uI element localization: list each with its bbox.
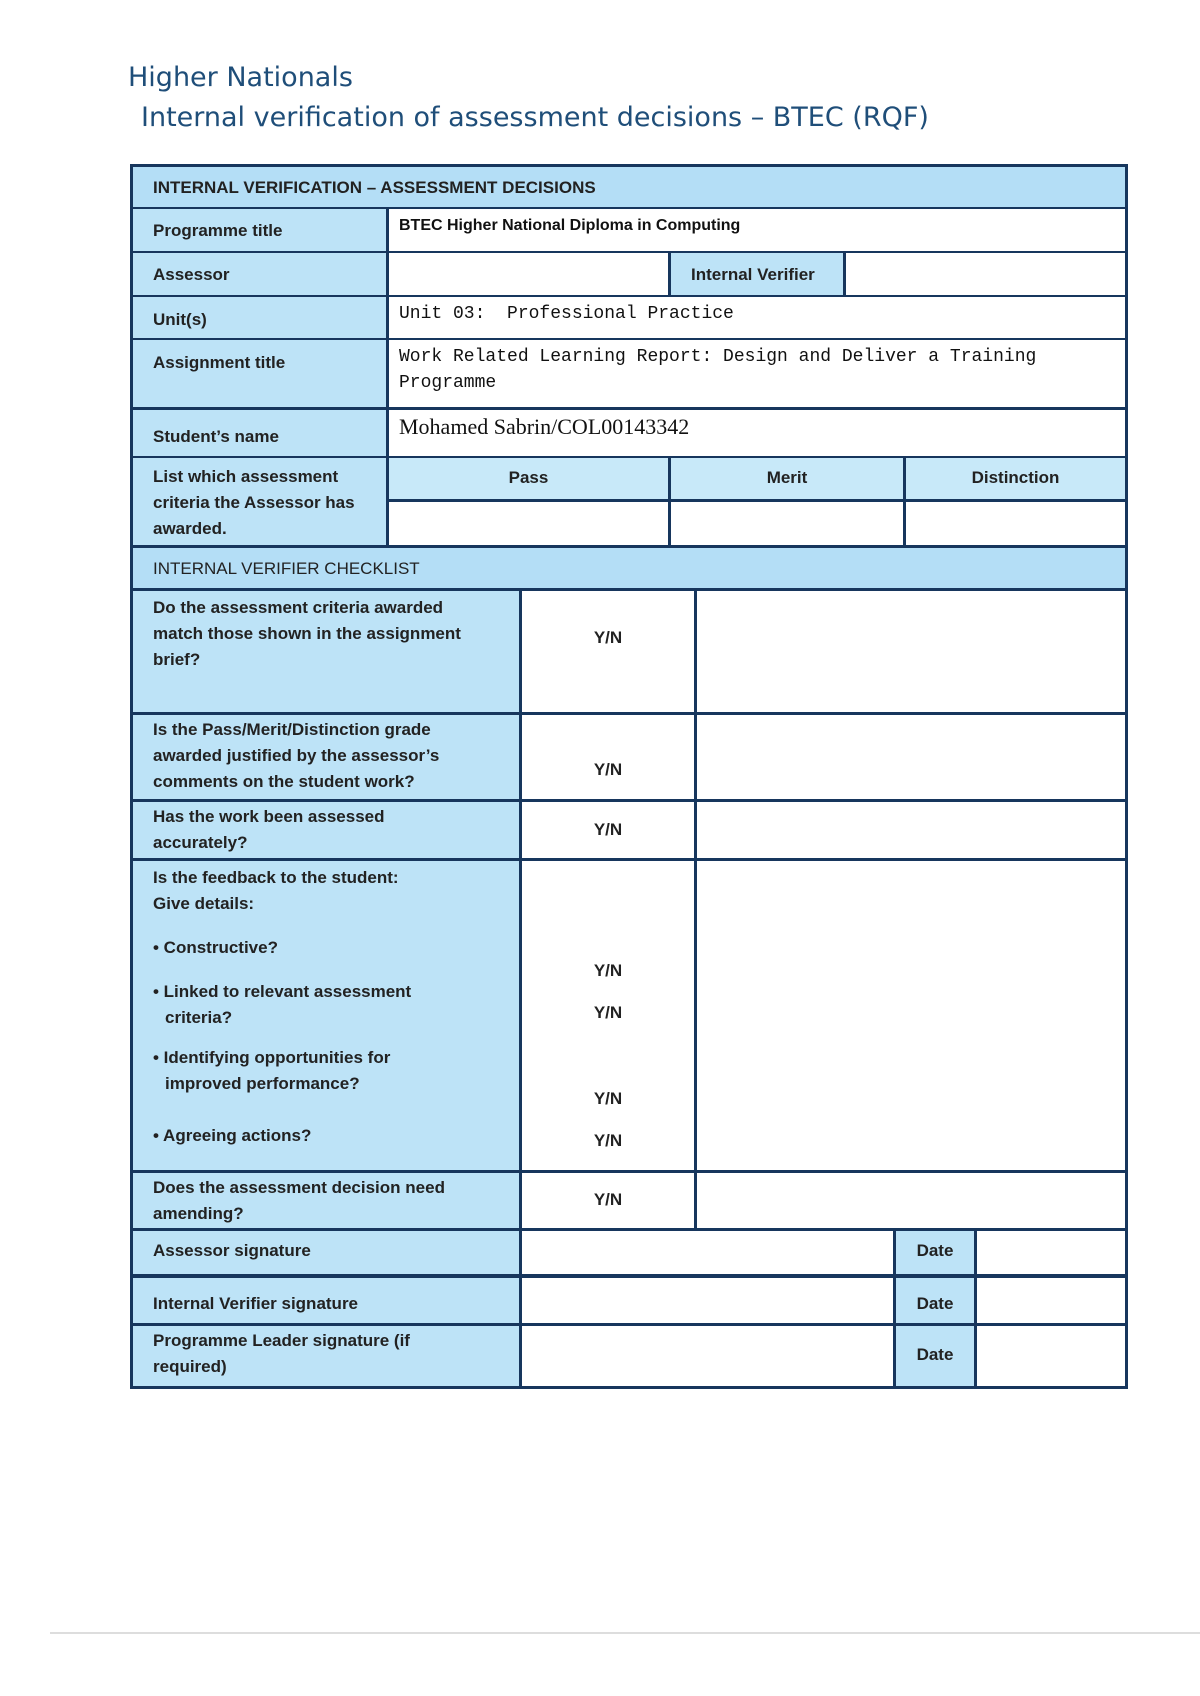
q4-intro: Is the feedback to the student: (153, 868, 399, 887)
q3-comments-field[interactable] (697, 802, 1125, 858)
grid-line (133, 251, 1125, 253)
internal-verifier-signature-label: Internal Verifier signature (133, 1278, 519, 1323)
page-title: Internal verification of assessment decisions – BTEC (RQF) (141, 102, 929, 133)
assessor-field[interactable] (389, 253, 668, 295)
merit-header: Merit (671, 458, 903, 499)
decisions-section-header: INTERNAL VERIFICATION – ASSESSMENT DECISIONS (133, 167, 1125, 207)
grid-line (133, 1170, 1125, 1173)
q1-comments-field[interactable] (697, 591, 1125, 712)
assignment-title-field[interactable]: Work Related Learning Report: Design and Deliver a Training Programme (389, 340, 1125, 407)
grid-line (974, 1231, 977, 1386)
q4-bullet-opportunities: • Identifying opportunities for (153, 1048, 391, 1067)
q2-yn: Y/N (593, 760, 623, 779)
internal-verifier-field[interactable] (846, 253, 1125, 295)
q1-yn-cell[interactable] (522, 591, 694, 712)
q4-bullet-opportunities-cont: improved performance? (165, 1074, 360, 1093)
programme-title-label: Programme title (133, 209, 386, 251)
q4-details: Give details: (153, 894, 255, 913)
q4-yn-constructive: Y/N (593, 961, 623, 980)
units-field[interactable]: Unit 03: Professional Practice (389, 297, 1125, 338)
programme-leader-date-label: Date (896, 1326, 974, 1386)
q5-yn: Y/N (593, 1190, 623, 1209)
q3-yn-cell[interactable] (522, 802, 694, 858)
grid-line (893, 1231, 896, 1386)
q2-yn-cell[interactable] (522, 715, 694, 799)
internal-verifier-date-label: Date (896, 1278, 974, 1323)
q5-yn-cell[interactable] (522, 1173, 694, 1228)
q4-yn-linked: Y/N (593, 1003, 623, 1022)
q4-comments-field[interactable] (697, 861, 1125, 1170)
internal-verifier-date-field[interactable] (977, 1278, 1125, 1323)
q5-label: Does the assessment decision need amending? (133, 1173, 519, 1228)
q3-label: Has the work been assessed accurately? (133, 802, 519, 858)
assignment-title-label: Assignment title (133, 340, 386, 407)
q4-yn-actions: Y/N (593, 1131, 623, 1150)
merit-criteria-field[interactable] (671, 502, 903, 545)
distinction-criteria-field[interactable] (906, 502, 1125, 545)
grid-line (133, 207, 1125, 209)
grid-line (694, 591, 697, 1228)
student-name-label: Student’s name (133, 410, 386, 456)
grid-line (133, 456, 1125, 458)
grid-line (133, 295, 1125, 297)
grid-line (133, 407, 1125, 410)
q4-bullet-constructive: • Constructive? (153, 938, 278, 957)
units-label: Unit(s) (133, 297, 386, 338)
internal-verifier-label: Internal Verifier (671, 253, 843, 295)
q4-yn-cell[interactable] (522, 861, 694, 1170)
grid-line (389, 499, 1125, 502)
pass-criteria-field[interactable] (389, 502, 668, 545)
q2-comments-field[interactable] (697, 715, 1125, 799)
assessor-signature-field[interactable] (522, 1231, 893, 1274)
grid-line (668, 458, 671, 545)
programme-leader-date-field[interactable] (977, 1326, 1125, 1386)
q5-comments-field[interactable] (697, 1173, 1125, 1228)
grid-line (668, 253, 671, 295)
q4-bullet-linked-cont: criteria? (165, 1008, 233, 1027)
verification-form (130, 164, 1128, 1389)
checklist-section-header: INTERNAL VERIFIER CHECKLIST (133, 548, 1125, 588)
grid-line (519, 591, 522, 1386)
grid-line (133, 799, 1125, 802)
grid-line (133, 545, 1125, 548)
student-name-field[interactable]: Mohamed Sabrin/COL00143342 (389, 410, 1125, 456)
grid-line (386, 209, 389, 545)
q4-yn-opportunities: Y/N (593, 1089, 623, 1108)
grid-line (133, 858, 1125, 861)
grid-line (133, 338, 1125, 340)
organization-title: Higher Nationals (128, 62, 353, 93)
q2-label: Is the Pass/Merit/Distinction grade awarded justified by the assessor’s comments on the student work? (133, 715, 519, 799)
q1-yn: Y/N (593, 628, 623, 647)
programme-title-field[interactable]: BTEC Higher National Diploma in Computing (389, 209, 1125, 251)
grid-line (133, 712, 1125, 715)
criteria-label: List which assessment criteria the Assessor has awarded. (133, 458, 386, 545)
pass-header: Pass (389, 458, 668, 499)
q1-label: Do the assessment criteria awarded match those shown in the assignment brief? (133, 591, 519, 712)
assessor-date-label: Date (896, 1231, 974, 1274)
q3-yn: Y/N (593, 820, 623, 839)
q4-bullet-linked: • Linked to relevant assessment (153, 982, 412, 1001)
internal-verifier-signature-field[interactable] (522, 1278, 893, 1323)
q4-label (133, 861, 519, 1170)
programme-leader-signature-label: Programme Leader signature (if required) (133, 1326, 519, 1386)
assessor-label: Assessor (133, 253, 386, 295)
q4-bullet-actions: • Agreeing actions? (153, 1126, 312, 1145)
grid-line (843, 253, 846, 295)
distinction-header: Distinction (906, 458, 1125, 499)
assessor-signature-label: Assessor signature (133, 1231, 519, 1274)
footer-divider (50, 1632, 1200, 1634)
programme-leader-signature-field[interactable] (522, 1326, 893, 1386)
grid-line (133, 588, 1125, 591)
assessor-date-field[interactable] (977, 1231, 1125, 1274)
grid-line (903, 458, 906, 545)
